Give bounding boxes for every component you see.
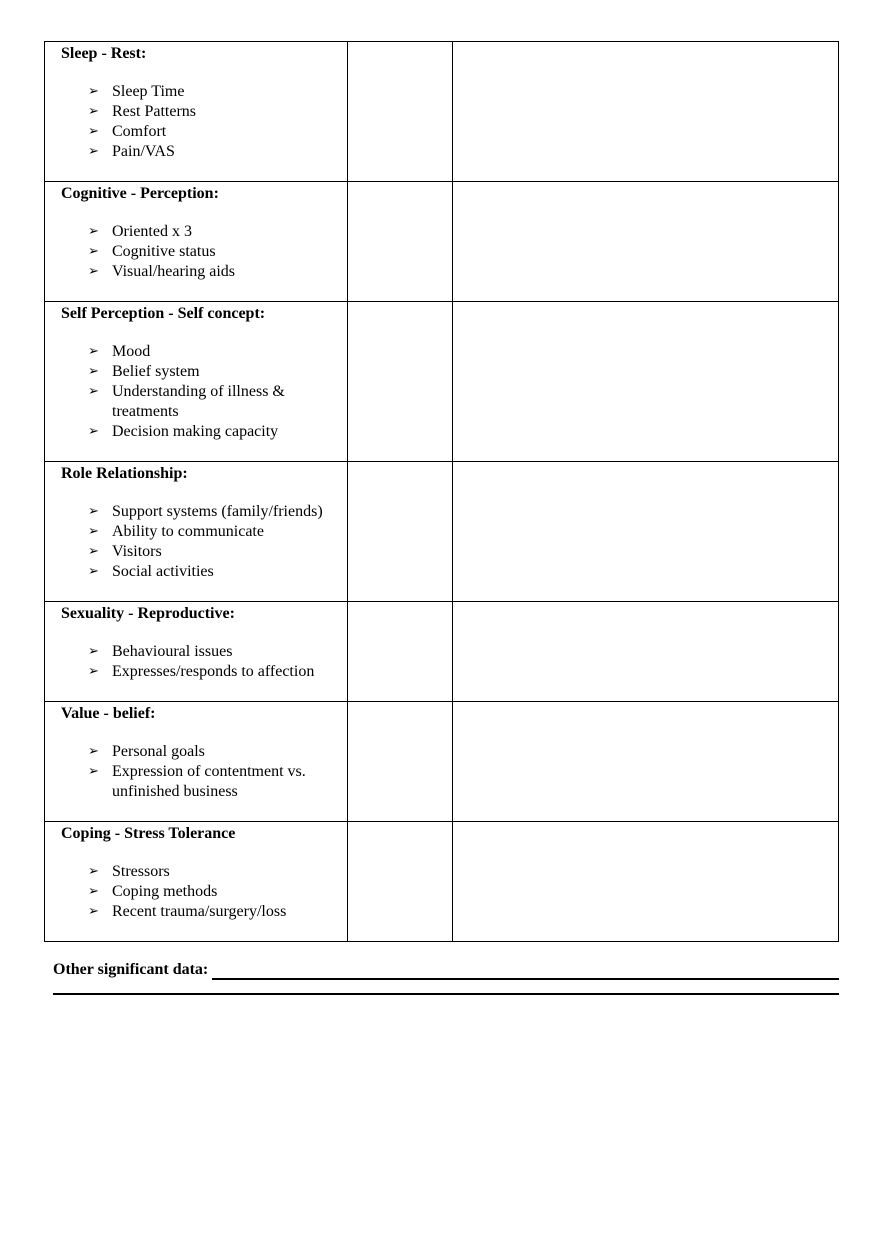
item-label: Behavioural issues [112, 643, 233, 660]
other-data-label: Other significant data: [53, 961, 209, 978]
item-label: Recent trauma/surgery/loss [112, 903, 287, 920]
item-label: Support systems (family/friends) [112, 503, 323, 520]
list-item [88, 382, 312, 422]
assessment-table [44, 41, 839, 942]
category-cell [45, 302, 348, 462]
section-heading: Value - belief: [61, 705, 156, 722]
table-body [45, 42, 839, 942]
table-row-sleep-rest [45, 42, 839, 182]
item-label: Cognitive status [112, 243, 216, 260]
arrow-bullet-icon: ➢ [88, 364, 99, 379]
item-label: Understanding of illness & treatments [112, 383, 285, 420]
arrow-bullet-icon: ➢ [88, 524, 99, 539]
arrow-bullet-icon: ➢ [88, 124, 99, 139]
item-label: Stressors [112, 863, 170, 880]
other-data-line [53, 960, 839, 980]
arrow-bullet-icon: ➢ [88, 84, 99, 99]
other-data-blank-line-2[interactable] [53, 993, 839, 995]
item-label: Visual/hearing aids [112, 263, 236, 280]
list-item [88, 862, 347, 882]
list-item [88, 362, 347, 382]
section-heading: Sleep - Rest: [61, 45, 147, 62]
section-heading: Cognitive - Perception: [61, 185, 219, 202]
list-item [88, 662, 347, 682]
list-item [88, 542, 347, 562]
category-cell [45, 602, 348, 702]
arrow-bullet-icon: ➢ [88, 384, 99, 399]
arrow-bullet-icon: ➢ [88, 244, 99, 259]
item-label: Visitors [112, 543, 162, 560]
list-item [88, 502, 347, 522]
notes-cell[interactable] [452, 462, 839, 602]
category-cell [45, 702, 348, 822]
arrow-bullet-icon: ➢ [88, 104, 99, 119]
response-cell[interactable] [348, 702, 452, 822]
item-list [61, 862, 347, 922]
item-label: Personal goals [112, 743, 205, 760]
arrow-bullet-icon: ➢ [88, 644, 99, 659]
arrow-bullet-icon: ➢ [88, 144, 99, 159]
list-item [88, 422, 347, 442]
list-item [88, 82, 347, 102]
section-heading: Self Perception - Self concept: [61, 305, 266, 322]
response-cell[interactable] [348, 302, 452, 462]
section-heading: Sexuality - Reproductive: [61, 605, 235, 622]
list-item [88, 762, 344, 802]
list-item [88, 562, 347, 582]
other-significant-data [53, 960, 839, 995]
item-label: Social activities [112, 563, 214, 580]
list-item [88, 902, 347, 922]
arrow-bullet-icon: ➢ [88, 744, 99, 759]
arrow-bullet-icon: ➢ [88, 344, 99, 359]
item-list [61, 502, 347, 582]
notes-cell[interactable] [452, 822, 839, 942]
item-label: Comfort [112, 123, 167, 140]
table-row-value-belief [45, 702, 839, 822]
item-label: Sleep Time [112, 83, 185, 100]
item-list [61, 642, 347, 682]
table-row-role-relationship [45, 462, 839, 602]
list-item [88, 882, 347, 902]
section-heading: Role Relationship: [61, 465, 188, 482]
notes-cell[interactable] [452, 302, 839, 462]
item-label: Coping methods [112, 883, 218, 900]
response-cell[interactable] [348, 42, 452, 182]
arrow-bullet-icon: ➢ [88, 664, 99, 679]
list-item [88, 122, 347, 142]
item-label: Decision making capacity [112, 423, 279, 440]
list-item [88, 522, 347, 542]
table-row-cognitive-perception [45, 182, 839, 302]
notes-cell[interactable] [452, 42, 839, 182]
list-item [88, 742, 347, 762]
table-row-sexuality-reproductive [45, 602, 839, 702]
item-label: Ability to communicate [112, 523, 264, 540]
list-item [88, 222, 347, 242]
arrow-bullet-icon: ➢ [88, 424, 99, 439]
item-label: Mood [112, 343, 151, 360]
table-row-self-perception [45, 302, 839, 462]
other-data-blank-line[interactable] [212, 962, 839, 980]
notes-cell[interactable] [452, 702, 839, 822]
arrow-bullet-icon: ➢ [88, 544, 99, 559]
list-item [88, 342, 347, 362]
response-cell[interactable] [348, 602, 452, 702]
arrow-bullet-icon: ➢ [88, 864, 99, 879]
arrow-bullet-icon: ➢ [88, 504, 99, 519]
response-cell[interactable] [348, 462, 452, 602]
arrow-bullet-icon: ➢ [88, 764, 99, 779]
item-label: Oriented x 3 [112, 223, 192, 240]
item-label: Pain/VAS [112, 143, 175, 160]
item-label: Rest Patterns [112, 103, 196, 120]
arrow-bullet-icon: ➢ [88, 904, 99, 919]
item-list [61, 742, 347, 802]
category-cell [45, 182, 348, 302]
category-cell [45, 42, 348, 182]
list-item [88, 642, 347, 662]
arrow-bullet-icon: ➢ [88, 264, 99, 279]
section-heading: Coping - Stress Tolerance [61, 825, 236, 842]
list-item [88, 102, 347, 122]
list-item [88, 262, 347, 282]
response-cell[interactable] [348, 822, 452, 942]
list-item [88, 142, 347, 162]
response-cell[interactable] [348, 182, 452, 302]
item-list [61, 342, 347, 442]
arrow-bullet-icon: ➢ [88, 564, 99, 579]
table-row-coping-stress [45, 822, 839, 942]
item-list [61, 82, 347, 162]
notes-cell[interactable] [452, 182, 839, 302]
category-cell [45, 822, 348, 942]
item-list [61, 222, 347, 282]
item-label: Belief system [112, 363, 200, 380]
list-item [88, 242, 347, 262]
item-label: Expresses/responds to affection [112, 663, 315, 680]
arrow-bullet-icon: ➢ [88, 224, 99, 239]
arrow-bullet-icon: ➢ [88, 884, 99, 899]
notes-cell[interactable] [452, 602, 839, 702]
category-cell [45, 462, 348, 602]
item-label: Expression of contentment vs. unfinished business [112, 763, 306, 800]
